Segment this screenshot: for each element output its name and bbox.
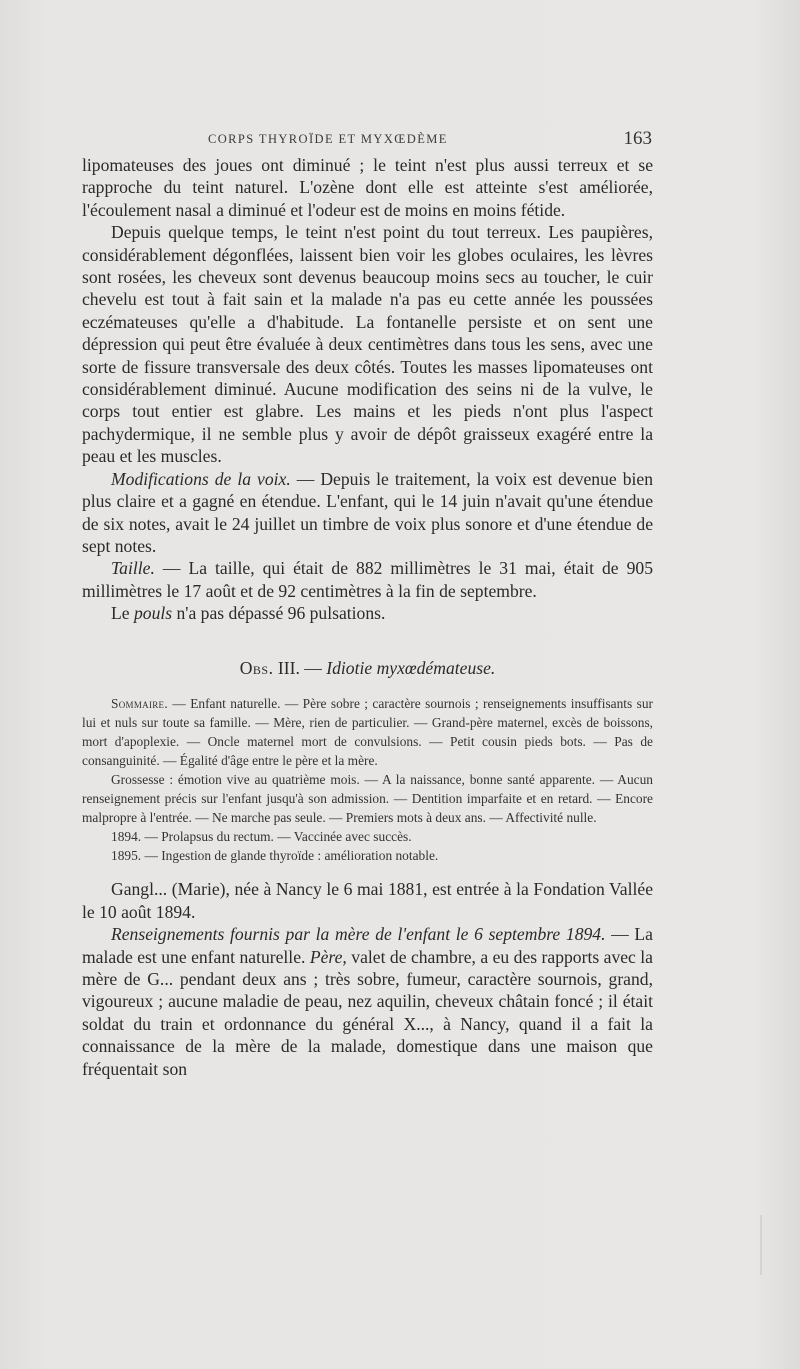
pulse-pre: Le [111,603,134,624]
summary-1894: 1894. — Prolapsus du rectum. — Vaccinée avec succès. [111,829,412,845]
observation-abbr: Obs. [239,657,274,678]
summary-1895: 1895. — Ingestion de glande thyroïde : amélioration notable. [111,848,439,864]
running-head [196,128,652,152]
paragraph-voice [82,468,653,558]
paragraph-skin-changes: Depuis quelque temps, le teint n'est point du tout terreux. Les paupières, considérablement dégonflées, laissent bien voir les globes oculaires, les lèvres sont rosées, les cheveux sont devenus beaucoup moins secs au toucher, le cuir chevelu est tout à fait sain et la malade n'a pas eu cette année les poussées eczémateuses qu'elle a d'habitude. La fontanelle persiste et on sent une dépression qui peut être évaluée à deux centimètres dans tous les sens, avec une sorte de fissure transversale des deux côtés. Toutes les masses lipomateuses ont considérablement diminué. Aucune modification des seins ni de la vulve, le corps tout entier est glabre. Les mains et les pieds n'ont plus l'aspect pachydermique, il ne semble plus y avoir de dépôt graisseux exagéré entre la peau et les muscles. [82,222,653,467]
paragraph-case-intro: Gangl... (Marie), née à Nancy le 6 mai 1881, est entrée à la Fondation Vallée le 10 août 1894. [82,879,653,922]
margin-mark [760,1215,762,1275]
observation-title: Idiotie myxœdémateuse. [326,657,496,678]
father-text: valet de chambre, a eu des rapports avec la mère de G... pendant deux ans ; très sobre, fumeur, caractère sournois, grand, vigoureux ; aucune maladie de peau, nez aquilin, cheveux châtain foncé ; il était soldat du train et ordonnance du général X..., à Nancy, quand il a fait la connaissance de la mère de la malade, domestique dans une maison que fréquentait son [82,946,653,1079]
observation-heading [82,657,653,679]
pulse-label: pouls [133,603,173,624]
summary-pregnancy: Grossesse : émotion vive au quatrième mois. — A la naissance, bonne santé apparente. — Aucun renseignement précis sur l'enfant jusqu'à son admission. — Dentition imparfaite et en retard. — Encore malpropre à l'entrée. — Ne marche pas seule. — Premiers mots à deux ans. — Affectivité nulle. [82,771,653,826]
mother-info-mid: — La malade est une enfant naturelle. [82,924,653,967]
paragraph-mother-info [82,923,653,1080]
mother-info-label: Renseignements fournis par la mère de l'enfant le 6 septembre 1894. [111,924,606,945]
page-number: 163 [623,128,652,149]
pulse-text: n'a pas dépassé 96 pulsations. [172,603,386,624]
father-label: Père, [309,946,347,967]
height-label: Taille. [111,558,155,579]
body-text [82,154,653,1080]
summary-label: Sommaire. [111,695,168,711]
paragraph-pulse [82,602,653,624]
paragraph-height [82,557,653,602]
running-title: CORPS THYROÏDE ET MYXŒDÈME [208,132,448,146]
height-text: — La taille, qui était de 882 millimètres le 31 mai, était de 905 millimètres le 17 août et de 92 centimètres à la fin de septembre. [82,558,653,601]
summary-block [82,694,653,866]
observation-number: III. — [273,657,327,678]
paragraph-continuation: lipomateuses des joues ont diminué ; le teint n'est plus aussi terreux et se rapproche du teint naturel. L'ozène dont elle est atteinte s'est améliorée, l'écoulement nasal a diminué et l'odeur est de moins en moins fétide. [82,155,653,220]
summary-family [82,694,653,770]
voice-label: Modifications de la voix. [111,468,291,489]
summary-family-text: — Enfant naturelle. — Père sobre ; caractère sournois ; renseignements insuffisants sur lui et nuls sur toute sa famille. — Mère, rien de particulier. — Grand-père maternel, excès de boissons, mort d'apoplexie. — Oncle maternel mort de convulsions. — Petit cousin pieds bots. — Pas de consanguinité. — Égalité d'âge entre le père et la mère. [82,695,653,768]
voice-text: — Depuis le traitement, la voix est devenue bien plus claire et a gagné en étendue. L'enfant, qui le 14 juin n'avait qu'une étendue de six notes, avait le 24 juillet un timbre de voix plus sonore et d'une étendue de sept notes. [82,468,653,556]
